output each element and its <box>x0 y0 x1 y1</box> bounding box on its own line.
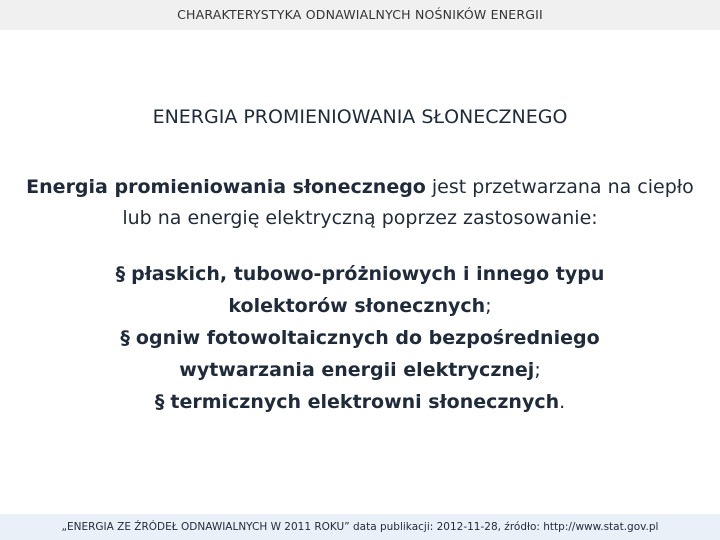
bullet-item <box>60 386 660 418</box>
bullet-marker: § <box>120 327 130 349</box>
bullet-item <box>60 322 660 386</box>
bullet-suffix: ; <box>534 359 541 381</box>
section-title: CHARAKTERYSTYKA ODNAWIALNYCH NOŚNIKÓW ENERGII <box>177 7 543 22</box>
bullet-suffix: . <box>559 391 566 413</box>
bullet-marker: § <box>115 263 126 285</box>
bullet-marker: § <box>154 391 165 413</box>
intro-paragraph <box>20 172 700 234</box>
bullet-text: płaskich, tubowo-próżniowych i innego typu kolektorów słonecznych <box>131 263 605 317</box>
section-header <box>0 0 720 30</box>
bullet-text: ogniw fotowoltaicznych do bezpośredniego wytwarzania energii elektrycznej <box>135 327 600 381</box>
bullet-item <box>60 258 660 322</box>
bullet-text: termicznych elektrowni słonecznych <box>170 391 560 413</box>
intro-text: jest przetwarzana na ciepło lub na energię elektryczną poprzez zastosowanie: <box>122 176 694 229</box>
intro-bold-term: Energia promieniowania słonecznego <box>26 176 426 198</box>
source-citation: „ENERGIA ZE ŹRÓDEŁ ODNAWIALNYCH W 2011 ROKU” data publikacji: 2012-11-28, źródło: http://www.stat.gov.pl <box>61 521 659 533</box>
slide-heading: ENERGIA PROMIENIOWANIA SŁONECZNEGO <box>152 106 568 128</box>
bullet-list <box>60 258 660 418</box>
bullet-suffix: ; <box>485 295 492 317</box>
footer-bar <box>0 514 720 540</box>
